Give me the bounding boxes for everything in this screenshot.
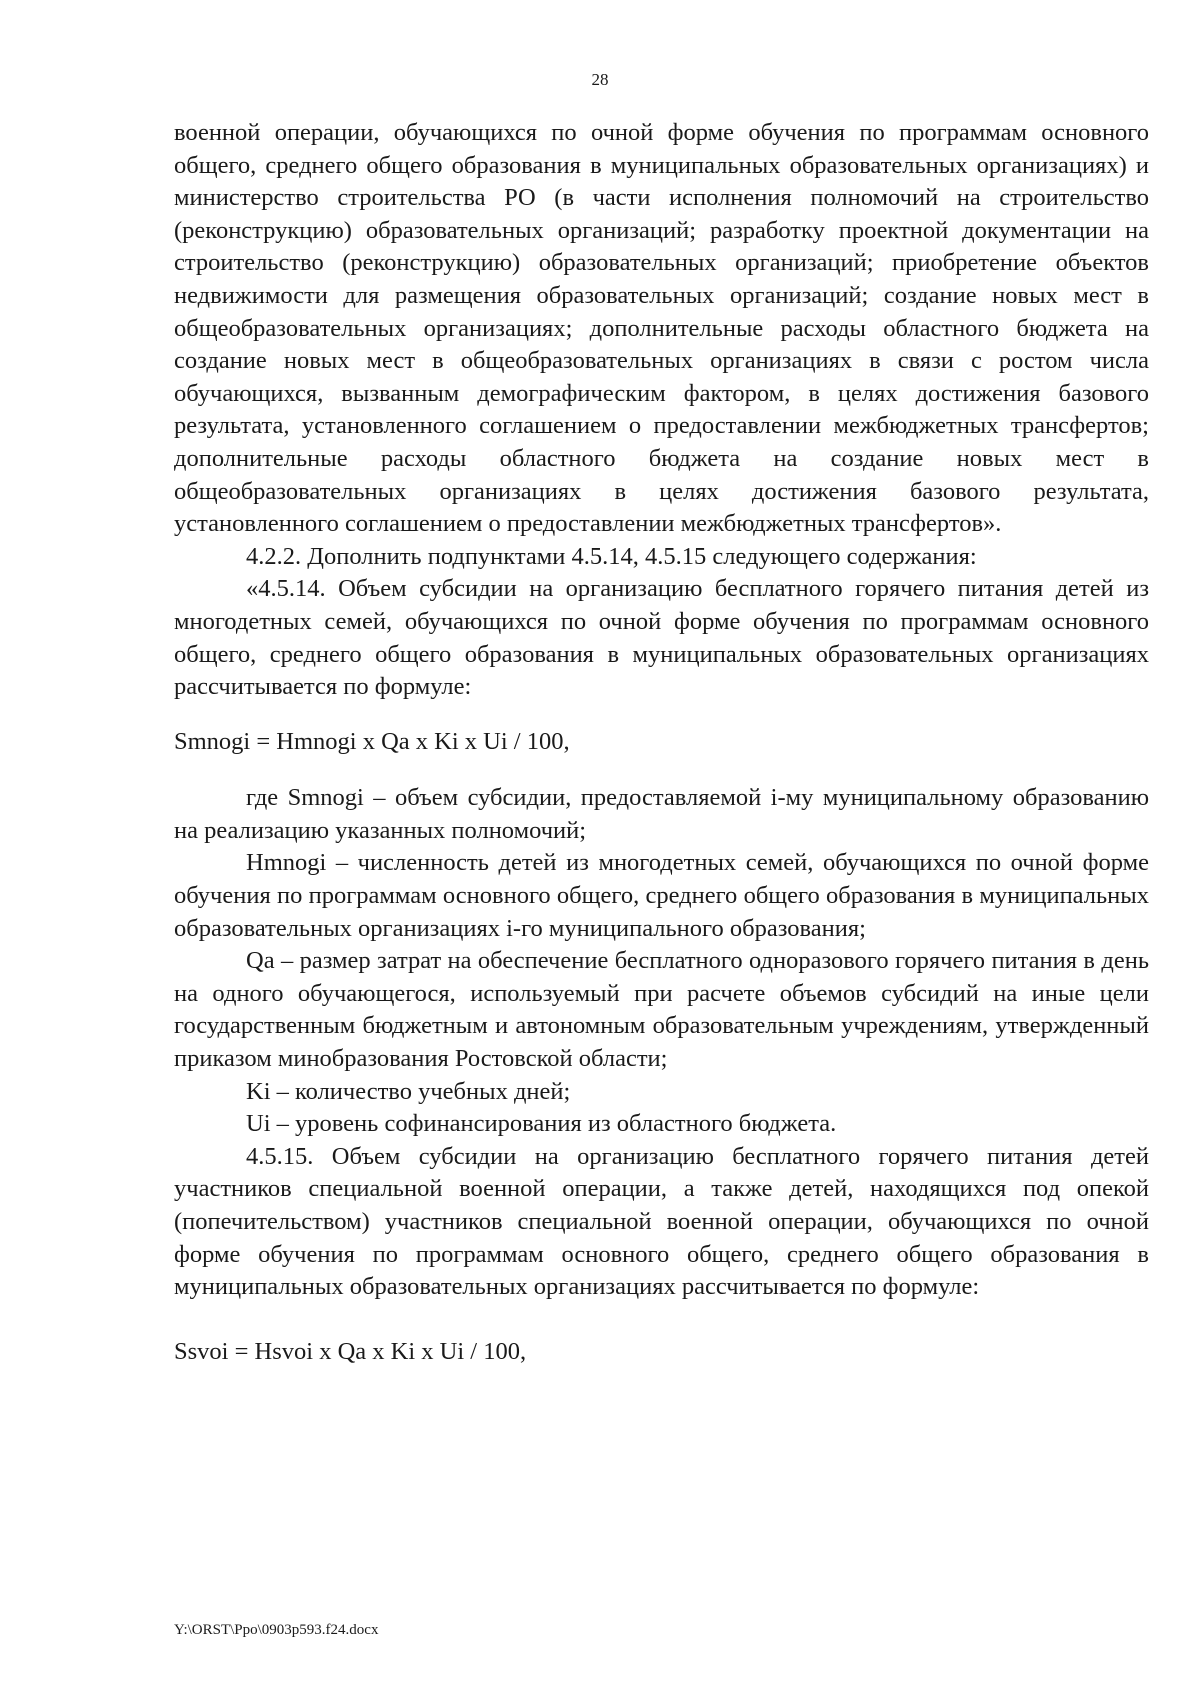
paragraph-4-5-14: «4.5.14. Объем субсидии на организацию бесплатного горячего питания детей из многодетных семей, обучающихся по очной форме обучения по программам основного общего, среднего общего образования в муниципальных образовательных организациях рассчитывается по формуле: <box>174 575 1149 701</box>
definition-qa: Qa – размер затрат на обеспечение бесплатного одноразового горячего питания в день на одного обучающегося, используемый при расчете объемов субсидий на иные цели государственным бюджетным и автономным образовательным учреждениям, утвержденный приказом минобразования Ростовской области; <box>174 947 1149 1073</box>
paragraph-4-5-15: 4.5.15. Объем субсидии на организацию бесплатного горячего питания детей участников специальной военной операции, а также детей, находящихся под опекой (попечительством) участников специальной военной операции, обучающихся по очной форме обучения по программам основного общего, среднего общего образования в муниципальных образовательных организациях рассчитывается по формуле: <box>174 1142 1149 1301</box>
definition-hmnogi: Hmnogi – численность детей из многодетных семей, обучающихся по очной форме обучения по программам основного общего, среднего общего образования в муниципальных образовательных организациях i-го муниципального образования; <box>174 849 1149 942</box>
page-number: 28 <box>591 70 609 89</box>
paragraph-4-2-2: 4.2.2. Дополнить подпунктами 4.5.14, 4.5.15 следующего содержания: <box>246 542 977 570</box>
definition-ki: Ki – количество учебных дней; <box>246 1077 571 1105</box>
footer-file-path: Y:\ORST\Ppo\0903p593.f24.docx <box>174 1622 379 1638</box>
document-body <box>174 117 1149 1392</box>
formula-smnogi: Smnogi = Hmnogi x Qa x Ki x Ui / 100, <box>174 727 570 755</box>
paragraph-continuation: военной операции, обучающихся по очной форме обучения по программам основного общего, среднего общего образования в муниципальных образовательных организациях) и министерство строительства РО (в части исполнения полномочий на строительство (реконструкцию) образовательных организаций; разработку проектной документации на строительство (реконструкцию) образовательных организаций; приобретение объектов недвижимости для размещения образовательных организаций; создание новых мест в общеобразовательных организациях; дополнительные расходы областного бюджета на создание новых мест в общеобразовательных организациях в связи с ростом числа обучающихся, вызванным демографическим фактором, в целях достижения базового результата, установленного соглашением о предоставлении межбюджетных трансфертов; дополнительные расходы областного бюджета на создание новых мест в общеобразовательных организациях в целях достижения базового результата, установленного соглашением о предоставлении межбюджетных трансфертов». <box>174 119 1149 538</box>
definition-ui: Ui – уровень софинансирования из областного бюджета. <box>246 1110 837 1138</box>
formula-ssvoi: Ssvoi = Hsvoi x Qa x Ki x Ui / 100, <box>174 1337 527 1365</box>
definition-smnogi: где Smnogi – объем субсидии, предоставляемой i-му муниципальному образованию на реализацию указанных полномочий; <box>174 784 1149 844</box>
